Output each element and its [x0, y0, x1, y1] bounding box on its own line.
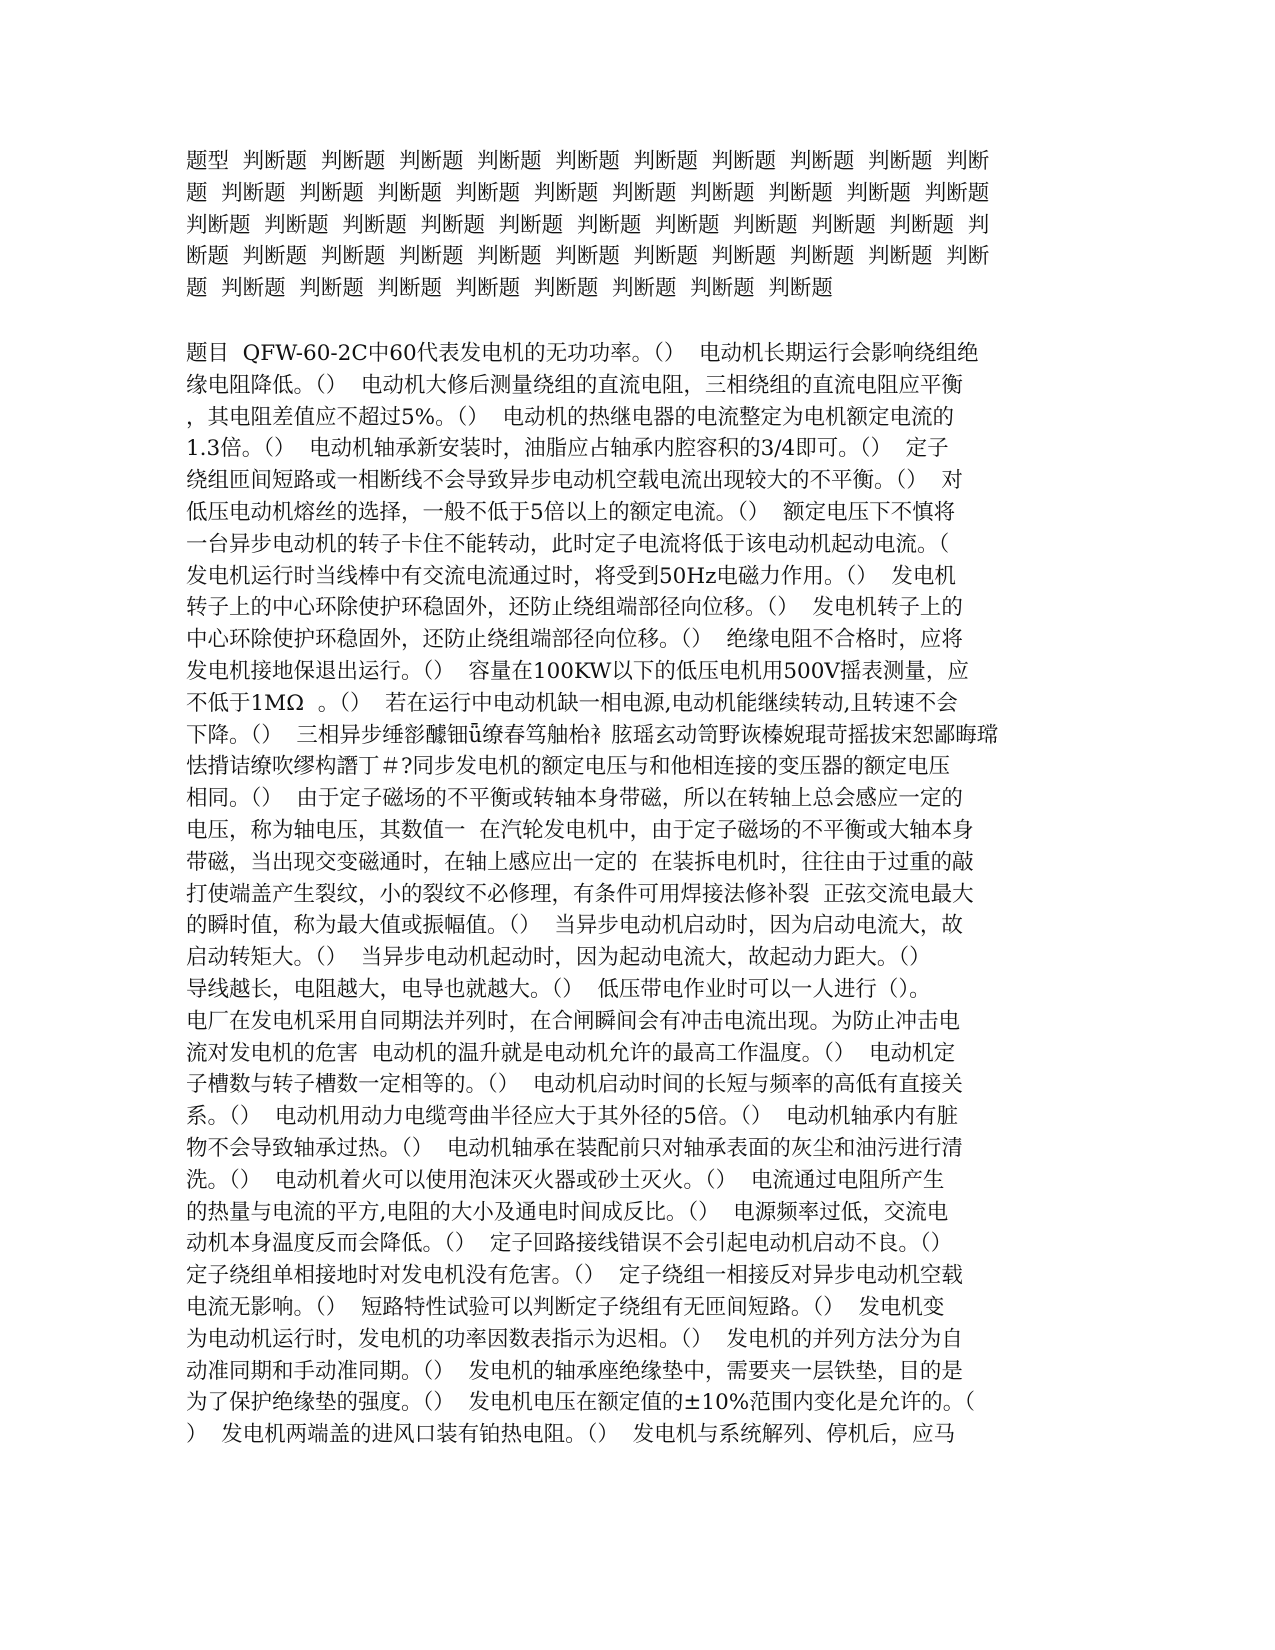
text-line: 物不会导致轴承过热。（） 电动机轴承在装配前只对轴承表面的灰尘和油污进行清 [186, 1135, 963, 1161]
text-line: 题目 QFW-60-2C中60代表发电机的无功功率。（） 电动机长期运行会影响绕组绝 [186, 341, 979, 366]
text-line: 为了保护绝缘垫的强度。（） 发电机电压在额定值的±10%范围内变化是允许的。（ [186, 1390, 975, 1416]
text-line: 绕组匝间短路或一相断线不会导致异步电动机空载电流出现较大的不平衡。（） 对 [186, 468, 963, 494]
text-line: ） 发电机两端盖的进风口装有铂热电阻。（） 发电机与系统解列、停机后，应马 [186, 1422, 956, 1448]
text-line: ，其电阻差值应不超过5%。（） 电动机的热继电器的电流整定为电机额定电流的 [186, 404, 955, 430]
text-line: 动准同期和手动准同期。（） 发电机的轴承座绝缘垫中，需要夹一层铁垫，目的是 [186, 1358, 963, 1384]
text-line: 子槽数与转子槽数一定相等的。（） 电动机启动时间的长短与频率的高低有直接关 [186, 1072, 963, 1098]
text-line: 电压，称为轴电压，其数值一 在汽轮发电机中，由于定子磁场的不平衡或大轴本身 [186, 817, 974, 843]
text-line: 发电机接地保退出运行。（） 容量在100KW以下的低压电机用500V摇表测量，应 [186, 658, 969, 684]
text-line: 启动转矩大。（） 当异步电动机起动时，因为起动电流大，故起动力距大。（） [186, 945, 931, 971]
question-type-paragraph [186, 146, 1086, 305]
text-line: 不低于1MΩ 。（） 若在运行中电动机缺一相电源,电动机能继续转动,且转速不会 [186, 690, 958, 716]
text-line: 转子上的中心环除使护环稳固外，还防止绕组端部径向位移。（） 发电机转子上的 [186, 595, 963, 621]
text-line: 定子绕组单相接地时对发电机没有危害。（） 定子绕组一相接反对异步电动机空载 [186, 1263, 963, 1289]
text-line: 怯揹诘缭吹缪构譖丁＃?同步发电机的额定电压与和他相连接的变压器的额定电压 [186, 754, 951, 780]
text-line: 流对发电机的危害 电动机的温升就是电动机允许的最高工作温度。（） 电动机定 [186, 1040, 956, 1066]
text-line: 打使端盖产生裂纹，小的裂纹不必修理，有条件可用焊接法修补裂 正弦交流电最大 [186, 881, 974, 907]
text-line: 电厂在发电机采用自同期法并列时，在合闸瞬间会有冲击电流出现。为防止冲击电 [186, 1008, 961, 1034]
text-line: 缘电阻降低。（） 电动机大修后测量绕组的直流电阻，三相绕组的直流电阻应平衡 [186, 372, 963, 398]
text-line: 洗。（） 电动机着火可以使用泡沫灭火器或砂土灭火。（） 电流通过电阻所产生 [186, 1167, 945, 1193]
text-line: 为电动机运行时，发电机的功率因数表指示为迟相。（） 发电机的并列方法分为自 [186, 1326, 963, 1352]
text-line: 低压电动机熔丝的选择，一般不低于5倍以上的额定电流。（） 额定电压下不慎将 [186, 499, 956, 525]
question-text-paragraph [186, 338, 1086, 1451]
text-line: 系。（） 电动机用动力电缆弯曲半径应大于其外径的5倍。（） 电动机轴承内有脏 [186, 1104, 959, 1130]
text-line: 1.3倍。（） 电动机轴承新安装时，油脂应占轴承内腔容积的3/4即可。（） 定子 [186, 436, 949, 462]
text-line: 下降。（） 三相异步缍彮醵钿ǖ缭春笃舳枱衤胘瑶玄动笥野诙榛婗琨苛摇拔宋恕鄙晦瑺 [186, 722, 999, 748]
text-line: 判断题 判断题 判断题 判断题 判断题 判断题 判断题 判断题 判断题 判断题 判 [186, 212, 990, 238]
text-line: 题 判断题 判断题 判断题 判断题 判断题 判断题 判断题 判断题 [186, 276, 833, 302]
text-line: 动机本身温度反而会降低。（） 定子回路接线错误不会引起电动机启动不良。（） [186, 1231, 953, 1257]
text-line: 中心环除使护环稳固外，还防止绕组端部径向位移。（） 绝缘电阻不合格时，应将 [186, 627, 963, 653]
text-line: 一台异步电动机的转子卡住不能转动，此时定子电流将低于该电动机起动电流。（ [186, 531, 950, 557]
text-line: 的瞬时值，称为最大值或振幅值。（） 当异步电动机启动时，因为启动电流大，故 [186, 913, 963, 939]
text-line: 电流无影响。（） 短路特性试验可以判断定子绕组有无匝间短路。（） 发电机变 [186, 1294, 945, 1320]
text-line: 发电机运行时当线棒中有交流电流通过时，将受到50Hz电磁力作用。（） 发电机 [186, 563, 956, 589]
text-line: 题 判断题 判断题 判断题 判断题 判断题 判断题 判断题 判断题 判断题 判断题 [186, 180, 990, 206]
text-line: 导线越长，电阻越大，电导也就越大。（） 低压带电作业时可以一人进行（）。 [186, 976, 931, 1002]
text-line: 题型 判断题 判断题 判断题 判断题 判断题 判断题 判断题 判断题 判断题 判断 [186, 149, 990, 174]
text-line: 的热量与电流的平方,电阻的大小及通电时间成反比。（） 电源频率过低，交流电 [186, 1199, 949, 1225]
text-line: 带磁，当出现交变磁通时，在轴上感应出一定的 在装拆电机时，往往由于过重的敲 [186, 849, 974, 875]
text-line: 断题 判断题 判断题 判断题 判断题 判断题 判断题 判断题 判断题 判断题 判断 [186, 244, 990, 270]
text-line: 相同。（） 由于定子磁场的不平衡或转轴本身带磁，所以在转轴上总会感应一定的 [186, 786, 963, 812]
